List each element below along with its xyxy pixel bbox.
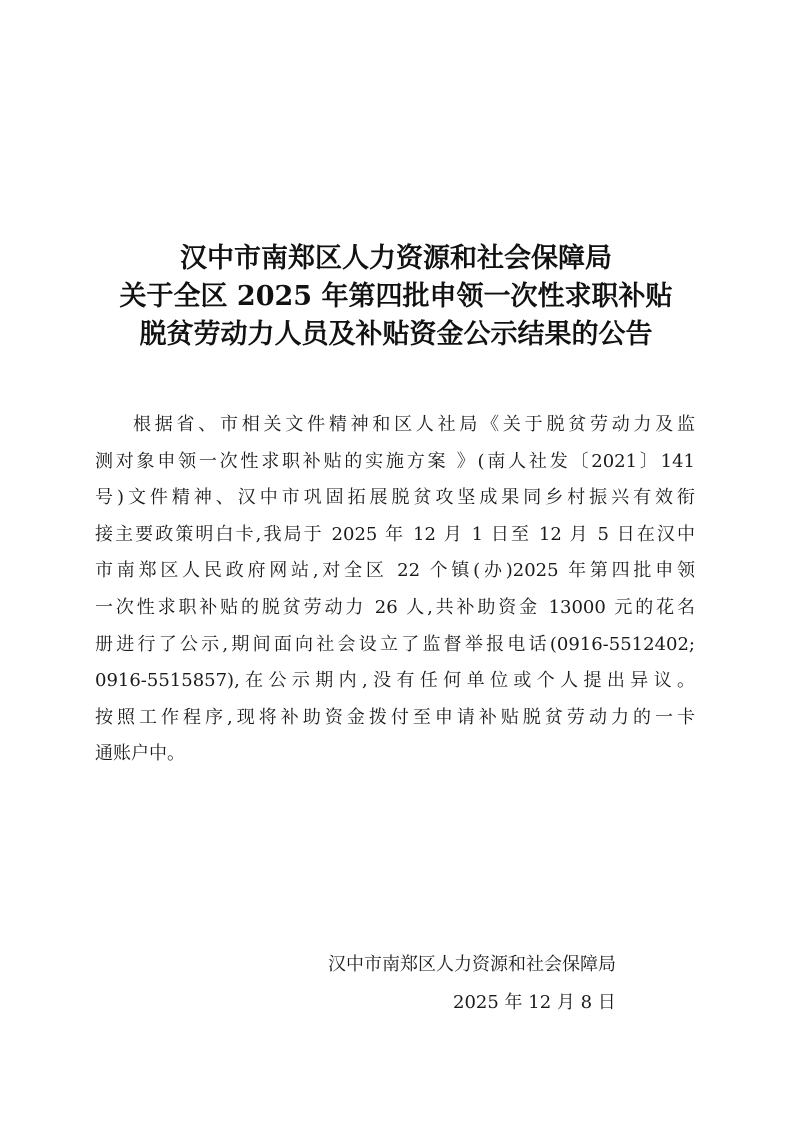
title-line-1: 汉中市南郑区人力资源和社会保障局: [180, 243, 612, 274]
signature-block: [328, 946, 668, 1022]
body-line: 接主要政策明白卡,我局于 2025 年 12 月 1 日至 12 月 5 日在汉中: [95, 523, 695, 545]
body-line: 市南郑区人民政府网站,对全区 22 个镇(办)2025 年第四批申领: [95, 560, 695, 582]
body-line: 测对象申领一次性求职补贴的实施方案 》(南人社发〔2021〕141: [95, 450, 695, 472]
body-line: 0916-5515857),在公示期内,没有任何单位或个人提出异议。: [95, 670, 695, 692]
body-line: 册进行了公示,期间面向社会设立了监督举报电话(0916-5512402;: [95, 633, 695, 655]
body-line: 根据省、市相关文件精神和区人社局《关于脱贫劳动力及监: [133, 414, 695, 435]
title-line-2: 关于全区 2025 年第四批申领一次性求职补贴: [119, 281, 673, 312]
signature-organization: 汉中市南郑区人力资源和社会保障局: [328, 954, 616, 975]
body-line: 按照工作程序,现将补助资金拨付至申请补贴脱贫劳动力的一卡: [95, 706, 695, 728]
announcement-body: [95, 407, 695, 773]
signature-date: 2025 年 12 月 8 日: [453, 992, 616, 1013]
title-line-3: 脱贫劳动力人员及补贴资金公示结果的公告: [139, 319, 653, 350]
document-title: [60, 240, 732, 354]
body-line: 通账户中。: [95, 743, 185, 765]
body-line: 一次性求职补贴的脱贫劳动力 26 人,共补助资金 13000 元的花名: [95, 596, 695, 618]
body-line: 号)文件精神、汉中市巩固拓展脱贫攻坚成果同乡村振兴有效衔: [95, 487, 695, 509]
